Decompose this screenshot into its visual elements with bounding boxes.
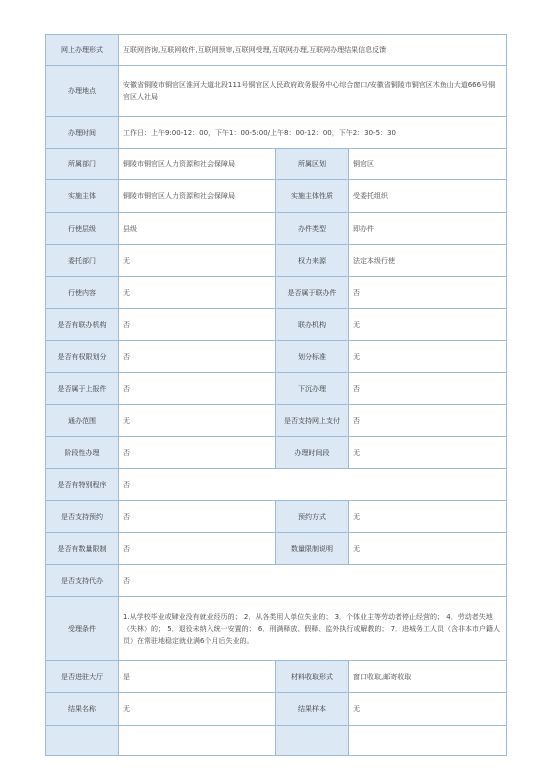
table-row xyxy=(46,726,507,756)
field-value: 无 xyxy=(349,309,507,341)
table-row xyxy=(46,693,507,726)
field-value: 否 xyxy=(119,309,276,341)
field-label: 是否有联办机构 xyxy=(46,309,119,341)
field-label: 材料收取形式 xyxy=(276,661,349,693)
field-value xyxy=(349,726,507,756)
field-label xyxy=(276,726,349,756)
table-row xyxy=(46,66,507,117)
field-label: 行使层级 xyxy=(46,213,119,245)
field-value: 县级 xyxy=(119,213,276,245)
field-label: 所属部门 xyxy=(46,149,119,180)
field-value: 无 xyxy=(349,693,507,726)
field-value xyxy=(119,726,276,756)
field-label: 通办范围 xyxy=(46,405,119,437)
table-row xyxy=(46,405,507,437)
field-value: 是 xyxy=(119,661,276,693)
field-label: 结果名称 xyxy=(46,693,119,726)
field-label: 结果样本 xyxy=(276,693,349,726)
table-row xyxy=(46,437,507,469)
table-row xyxy=(46,35,507,66)
field-value: 否 xyxy=(119,341,276,373)
field-value: 工作日：上午9:00-12：00，下午1：00-5:00/上午8：00-12：00，下午2：30-5：30 xyxy=(119,117,507,149)
field-label: 委托部门 xyxy=(46,245,119,277)
field-value: 即办件 xyxy=(349,213,507,245)
field-label: 是否进驻大厅 xyxy=(46,661,119,693)
table-row xyxy=(46,277,507,309)
table-row xyxy=(46,565,507,597)
field-value: 否 xyxy=(119,373,276,405)
field-value: 无 xyxy=(349,437,507,469)
field-value: 无 xyxy=(119,693,276,726)
field-value: 否 xyxy=(119,469,507,501)
table-row xyxy=(46,213,507,245)
table-row xyxy=(46,117,507,149)
field-label: 受理条件 xyxy=(46,597,119,661)
field-label: 是否支持预约 xyxy=(46,501,119,533)
field-value: 无 xyxy=(349,501,507,533)
field-value: 否 xyxy=(349,277,507,309)
field-value: 否 xyxy=(119,533,276,565)
field-label: 下沉办理 xyxy=(276,373,349,405)
table-row xyxy=(46,309,507,341)
field-label: 网上办理形式 xyxy=(46,35,119,66)
table-row xyxy=(46,533,507,565)
table-row xyxy=(46,245,507,277)
table-row xyxy=(46,661,507,693)
field-value: 无 xyxy=(349,533,507,565)
field-value: 法定本级行使 xyxy=(349,245,507,277)
field-value: 铜陵市铜官区人力资源和社会保障局 xyxy=(119,149,276,180)
field-value: 否 xyxy=(119,501,276,533)
service-info-table-body xyxy=(46,35,507,756)
field-value: 无 xyxy=(119,245,276,277)
field-label xyxy=(46,726,119,756)
field-label: 实施主体 xyxy=(46,180,119,213)
field-value: 否 xyxy=(119,565,507,597)
field-value: 铜官区 xyxy=(349,149,507,180)
field-label: 是否支持代办 xyxy=(46,565,119,597)
field-value: 1.从学校毕业或肄业没有就业经历的； 2．从各类用人单位失业的； 3．个体业主等劳动者停止经营的； 4．劳动者失地（失林）的； 5．退役未纳入统一安置的； 6．刑满释放、假释、监外执行或解教的； 7．进城务工人员（含非本市户籍人员）在常驻地稳定就业满6个月后失业的。 xyxy=(119,597,507,661)
field-label: 实施主体性质 xyxy=(276,180,349,213)
field-label: 联办机构 xyxy=(276,309,349,341)
field-label: 是否有特别程序 xyxy=(46,469,119,501)
field-label: 是否支持网上支付 xyxy=(276,405,349,437)
field-value: 否 xyxy=(349,373,507,405)
table-row xyxy=(46,469,507,501)
field-value: 窗口收取,邮寄收取 xyxy=(349,661,507,693)
field-value: 否 xyxy=(349,405,507,437)
field-label: 是否属于上报件 xyxy=(46,373,119,405)
field-label: 数量限制说明 xyxy=(276,533,349,565)
field-label: 所属区划 xyxy=(276,149,349,180)
table-row xyxy=(46,149,507,180)
table-row xyxy=(46,341,507,373)
field-value: 安徽省铜陵市铜官区淮河大道北段111号铜官区人民政府政务服务中心综合窗口/安徽省铜陵市铜官区木鱼山大道666号铜官区人社局 xyxy=(119,66,507,117)
field-label: 是否有权限划分 xyxy=(46,341,119,373)
field-label: 行使内容 xyxy=(46,277,119,309)
table-row xyxy=(46,373,507,405)
table-row xyxy=(46,180,507,213)
field-label: 阶段性办理 xyxy=(46,437,119,469)
field-label: 是否有数量限制 xyxy=(46,533,119,565)
field-value: 无 xyxy=(349,341,507,373)
field-value: 受委托组织 xyxy=(349,180,507,213)
field-value: 互联网咨询,互联网收件,互联网预审,互联网受理,互联网办理,互联网办理结果信息反馈 xyxy=(119,35,507,66)
field-value: 否 xyxy=(119,437,276,469)
field-label: 划分标准 xyxy=(276,341,349,373)
table-row xyxy=(46,597,507,661)
field-label: 办理地点 xyxy=(46,66,119,117)
field-label: 是否属于联办件 xyxy=(276,277,349,309)
field-value: 铜陵市铜官区人力资源和社会保障局 xyxy=(119,180,276,213)
field-label: 办件类型 xyxy=(276,213,349,245)
field-label: 权力来源 xyxy=(276,245,349,277)
field-label: 办理时间段 xyxy=(276,437,349,469)
table-row xyxy=(46,501,507,533)
field-label: 办理时间 xyxy=(46,117,119,149)
field-label: 预约方式 xyxy=(276,501,349,533)
service-info-table xyxy=(45,34,507,756)
field-value: 无 xyxy=(119,405,276,437)
field-value: 无 xyxy=(119,277,276,309)
